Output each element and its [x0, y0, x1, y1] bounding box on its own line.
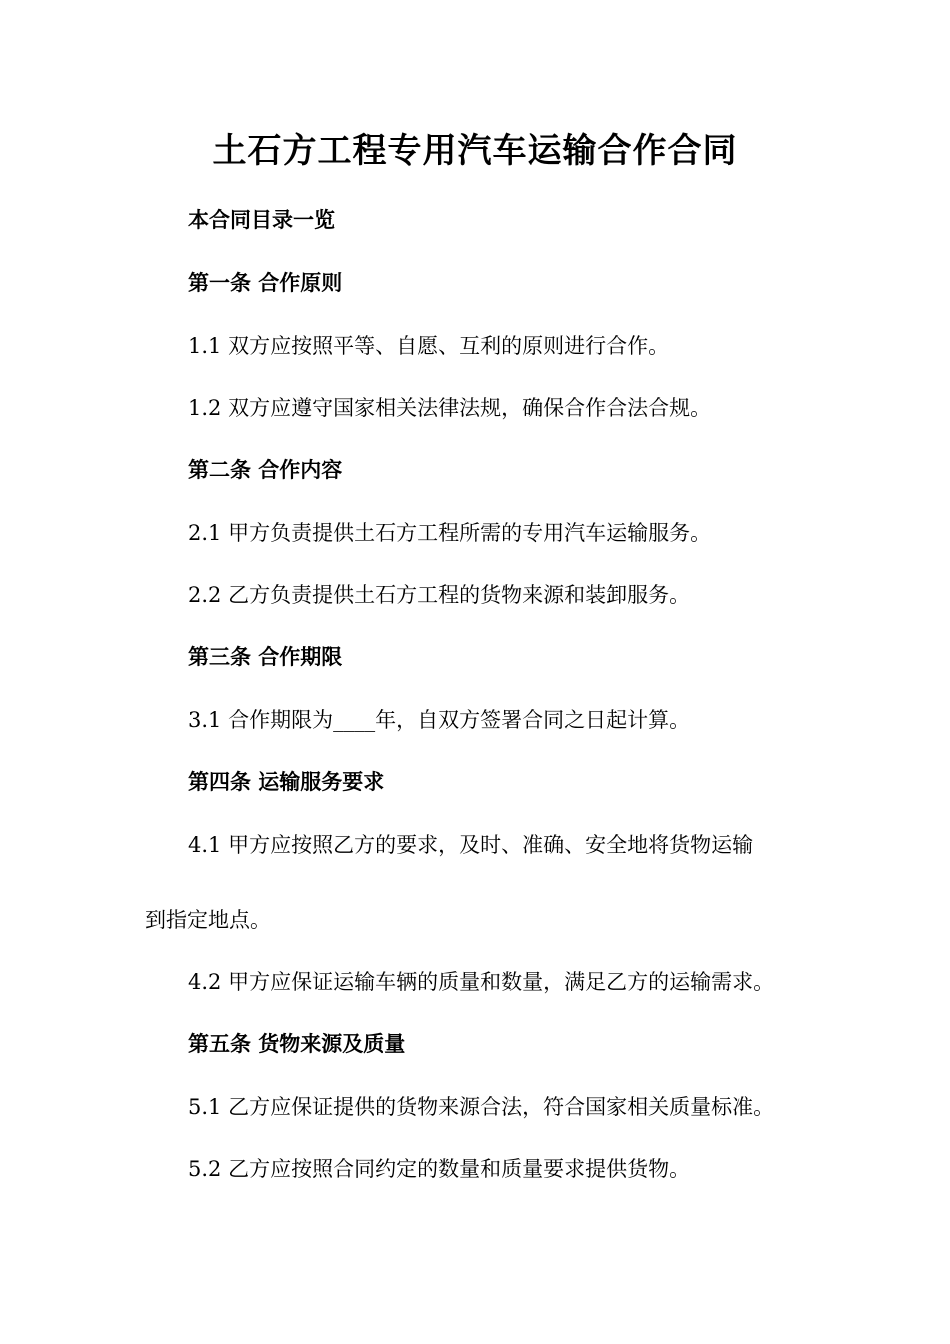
clause-1-2: 1.2 双方应遵守国家相关法律法规，确保合作合法合规。: [188, 396, 712, 420]
clause-2-2: 2.2 乙方负责提供土石方工程的货物来源和装卸服务。: [188, 583, 691, 607]
clause-4-1: 4.1 甲方应按照乙方的要求，及时、准确、安全地将货物运输: [188, 833, 754, 857]
document-title: 土石方工程专用汽车运输合作合同: [212, 131, 738, 171]
article-2-heading: 第二条 合作内容: [188, 458, 343, 482]
clause-2-1: 2.1 甲方负责提供土石方工程所需的专用汽车运输服务。: [188, 521, 712, 545]
clause-3-1: 3.1 合作期限为____年，自双方签署合同之日起计算。: [188, 708, 691, 732]
clause-4-1-continuation: 到指定地点。: [145, 908, 271, 932]
table-of-contents-heading: 本合同目录一览: [188, 208, 335, 232]
article-1-heading: 第一条 合作原则: [188, 271, 343, 295]
clause-5-2: 5.2 乙方应按照合同约定的数量和质量要求提供货物。: [188, 1157, 691, 1181]
clause-5-1: 5.1 乙方应保证提供的货物来源合法，符合国家相关质量标准。: [188, 1095, 775, 1119]
article-3-heading: 第三条 合作期限: [188, 645, 343, 669]
article-5-heading: 第五条 货物来源及质量: [188, 1032, 406, 1056]
clause-1-1: 1.1 双方应按照平等、自愿、互利的原则进行合作。: [188, 334, 670, 358]
article-4-heading: 第四条 运输服务要求: [188, 770, 385, 794]
clause-4-2: 4.2 甲方应保证运输车辆的质量和数量，满足乙方的运输需求。: [188, 970, 775, 994]
